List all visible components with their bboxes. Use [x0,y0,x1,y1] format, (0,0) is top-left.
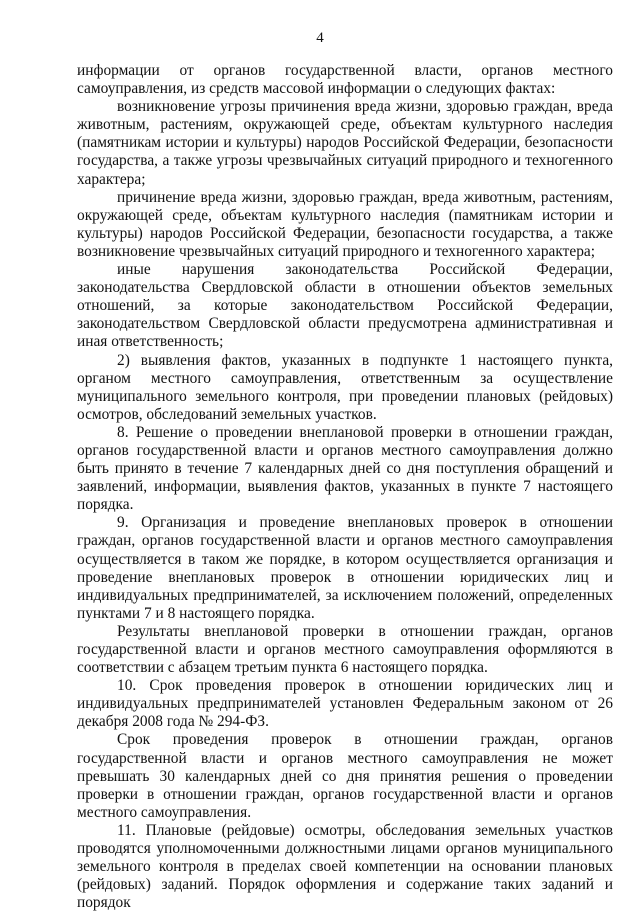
paragraph-other-violations: иные нарушения законодательства Российской Федерации, законодательства Свердловской области в отношении объектов земельных отношений, за которые законодательством Российской Федерации, законодательством Свердловской области предусмотрена административная и иная ответственность; [77,261,613,351]
paragraph-harm-caused: причинение вреда жизни, здоровью граждан, вреда животным, растениям, окружающей среде, объектам культурного наследия (памятникам истории и культуры) народов Российской Федерации, безопасности государства, а также возникновение чрезвычайных ситуаций природного и техногенного характера; [77,188,613,260]
paragraph-inspection-term: Срок проведения проверок в отношении граждан, органов государственной власти и органов местного самоуправления не может превышать 30 календарных дней со дня принятия решения о проведении проверки в отношении граждан, органов государственной власти и органов местного самоуправления. [77,731,613,821]
paragraph-item-11: 11. Плановые (рейдовые) осмотры, обследования земельных участков проводятся уполномоченными должностными лицами органов муниципального земельного контроля в пределах своей компетенции на основании плановых (рейдовых) заданий. Порядок оформления и содержание таких заданий и порядок [77,821,613,912]
paragraph-threat-of-harm: возникновение угрозы причинения вреда жизни, здоровью граждан, вреда животным, растениям, окружающей среде, объектам культурного наследия (памятникам истории и культуры) народов Российской Федерации, безопасности государства, а также угрозы чрезвычайных ситуаций природного и техногенного характера; [77,98,613,188]
page-number: 4 [316,30,324,46]
paragraph-item-9: 9. Организация и проведение внеплановых проверок в отношении граждан, органов государственной власти и органов местного самоуправления осуществляется в таком же порядке, в котором осуществляется организация и проведение внеплановых проверок в отношении юридических лиц и индивидуальных предпринимателей, за исключением положений, определенных пунктами 7 и 8 настоящего порядка. [77,514,613,622]
document-body [77,62,613,912]
paragraph-item-8: 8. Решение о проведении внеплановой проверки в отношении граждан, органов государственной власти и органов местного самоуправления должно быть принято в течение 7 календарных дней со дня поступления обращений и заявлений, информации, выявления фактов, указанных в пункте 7 настоящего порядка. [77,423,613,514]
paragraph-item-10: 10. Срок проведения проверок в отношении юридических лиц и индивидуальных предпринимателей установлен Федеральным законом от 26 декабря 2008 года № 294-ФЗ. [77,677,613,731]
paragraph-continuation: информации от органов государственной власти, органов местного самоуправления, из средств массовой информации о следующих фактах: [77,62,613,98]
paragraph-subitem-2: 2) выявления фактов, указанных в подпункте 1 настоящего пункта, органом местного самоуправления, ответственным за осуществление муниципального земельного контроля, при проведении плановых (рейдовых) осмотров, обследований земельных участков. [77,351,613,423]
paragraph-inspection-results: Результаты внеплановой проверки в отношении граждан, органов государственной власти и органов местного самоуправления оформляются в соответствии с абзацем третьим пункта 6 настоящего порядка. [77,622,613,677]
